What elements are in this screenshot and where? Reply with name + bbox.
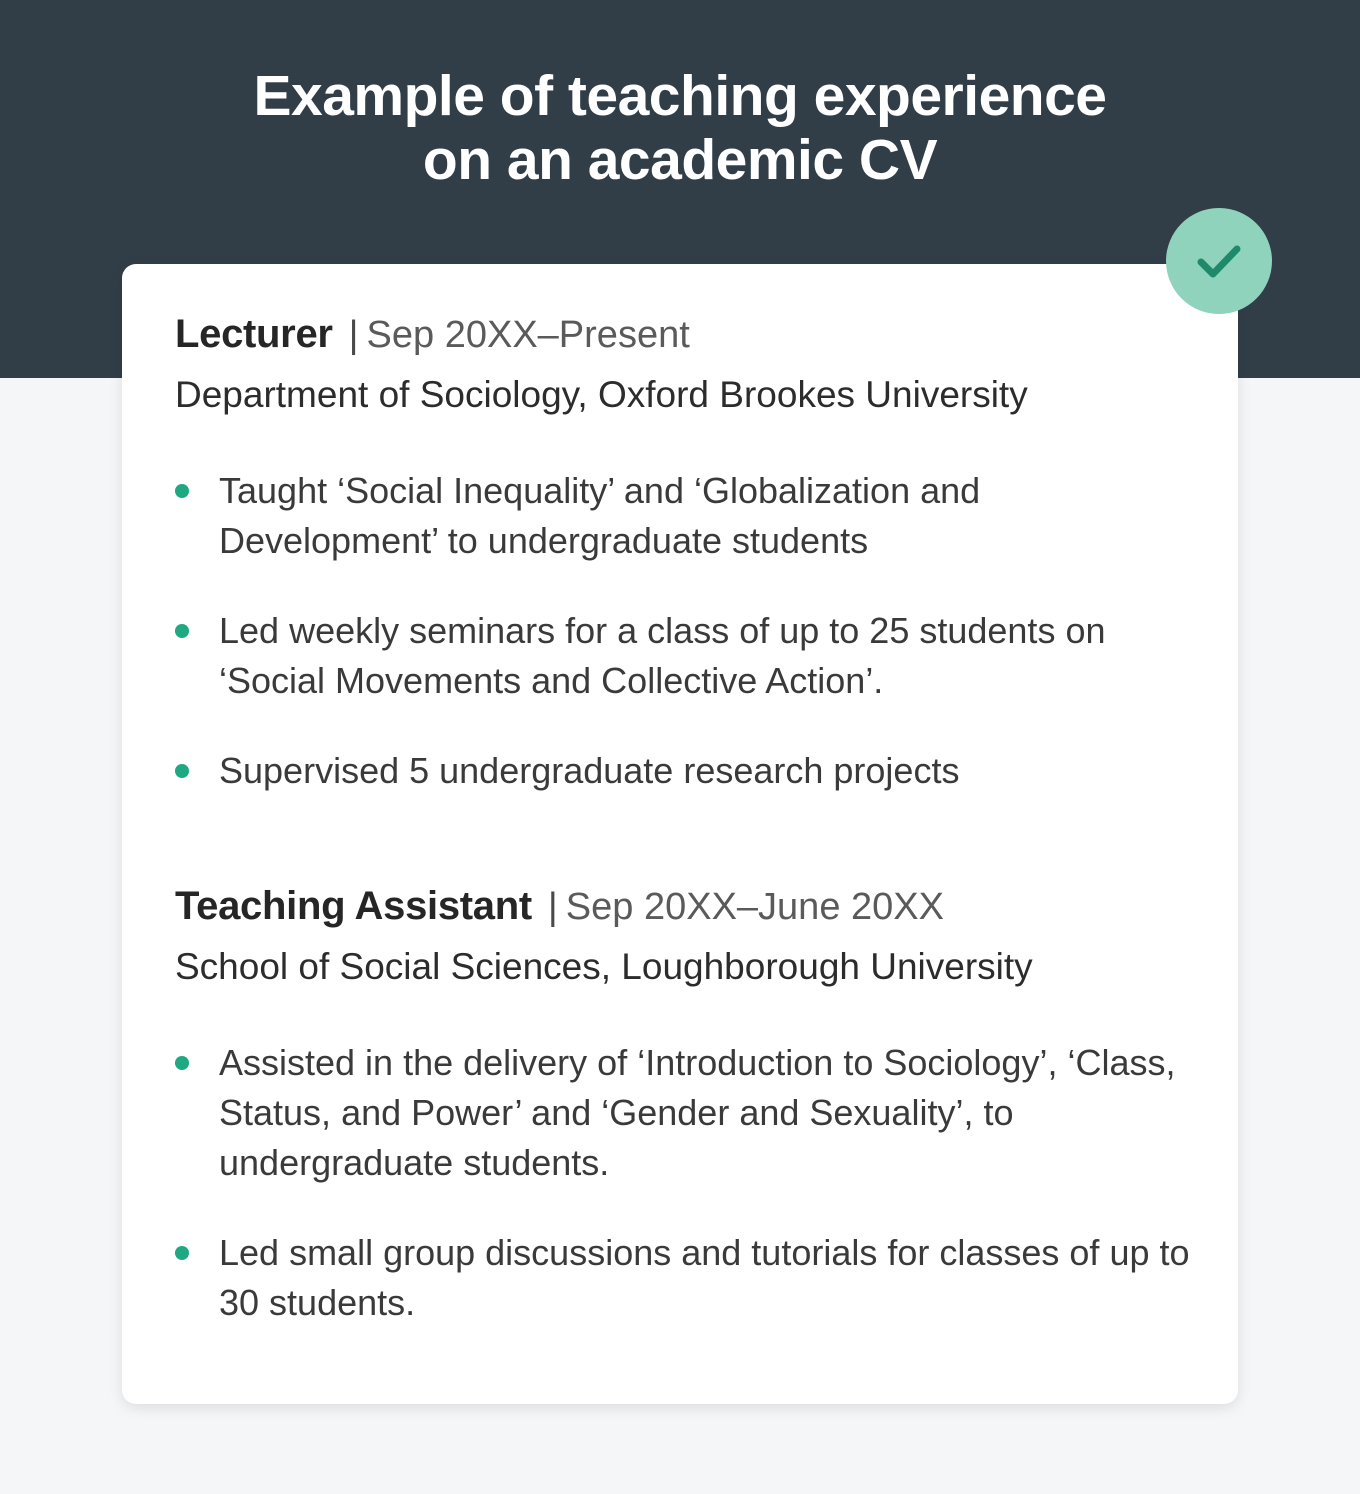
- role-separator: |: [547, 886, 558, 928]
- list-item-text: Taught ‘Social Inequality’ and ‘Globalization and Development’ to undergraduate students: [219, 470, 981, 561]
- responsibility-list: [175, 466, 1195, 796]
- list-item-text: Supervised 5 undergraduate research projects: [219, 750, 960, 791]
- list-item: [175, 606, 1195, 706]
- page-title-line-2: on an academic CV: [422, 128, 938, 192]
- organization: School of Social Sciences, Loughborough University: [175, 946, 1033, 987]
- experience-entry-lecturer: [175, 306, 1195, 796]
- check-icon: [1193, 235, 1245, 287]
- role-line: [175, 306, 1195, 362]
- responsibility-list: [175, 1038, 1195, 1328]
- list-item: [175, 746, 1195, 796]
- bullet-dot-icon: [175, 624, 189, 638]
- list-item: [175, 466, 1195, 566]
- bullet-dot-icon: [175, 1246, 189, 1260]
- list-item-text: Led weekly seminars for a class of up to 25 students on ‘Social Movements and Collective Action’.: [219, 610, 1106, 701]
- bullet-dot-icon: [175, 1056, 189, 1070]
- organization: Department of Sociology, Oxford Brookes University: [175, 374, 1028, 415]
- cv-card: [122, 264, 1238, 1404]
- role-title: Teaching Assistant: [175, 884, 532, 928]
- list-item-text: Assisted in the delivery of ‘Introduction to Sociology’, ‘Class, Status, and Power’ and ‘Gender and Sexuality’, to undergraduate students.: [219, 1042, 1176, 1183]
- role-line: [175, 878, 1195, 934]
- role-separator: |: [348, 314, 359, 356]
- check-badge: [1166, 208, 1272, 314]
- list-item-text: Led small group discussions and tutorials for classes of up to 30 students.: [219, 1232, 1190, 1323]
- page-title-line-1: Example of teaching experience: [253, 64, 1107, 128]
- page-title: [0, 64, 1360, 192]
- role-title: Lecturer: [175, 312, 333, 356]
- role-dates: Sep 20XX–Present: [366, 314, 690, 356]
- list-item: [175, 1038, 1195, 1188]
- role-dates: Sep 20XX–June 20XX: [565, 886, 944, 928]
- bullet-dot-icon: [175, 484, 189, 498]
- list-item: [175, 1228, 1195, 1328]
- experience-entry-teaching-assistant: [175, 878, 1195, 1328]
- bullet-dot-icon: [175, 764, 189, 778]
